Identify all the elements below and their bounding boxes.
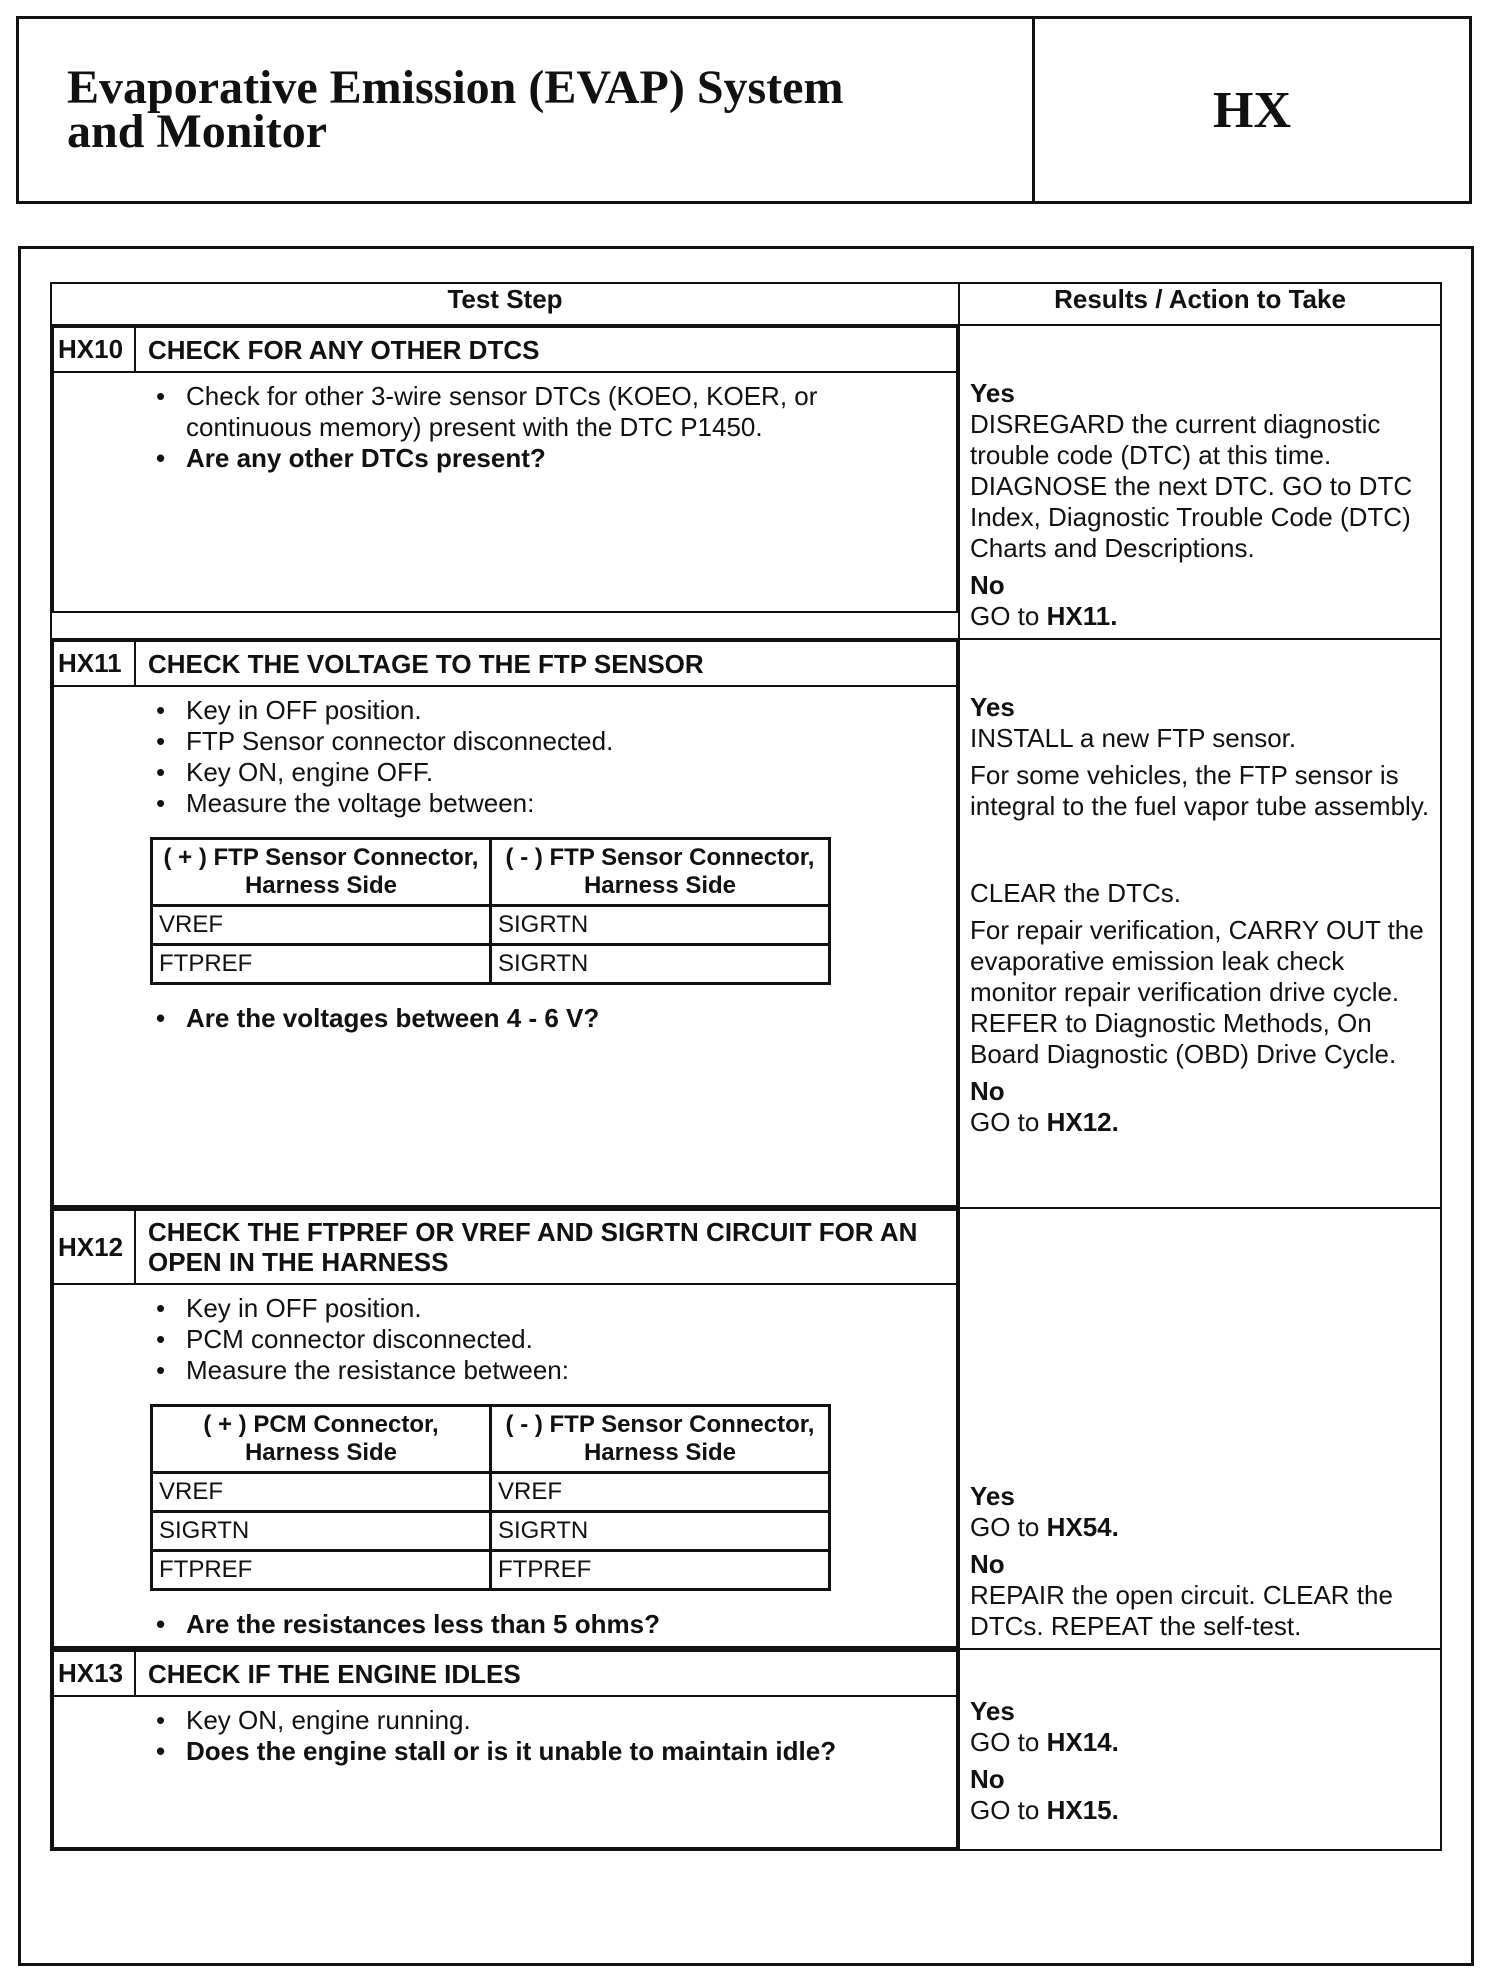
- page-title: [19, 19, 1035, 201]
- no-action: GO to: [970, 1107, 1040, 1137]
- cell: SIGRTN: [491, 1512, 830, 1551]
- cell: SIGRTN: [491, 945, 830, 984]
- bullet: • Measure the resistance between:: [150, 1355, 946, 1386]
- no-label: No: [970, 1549, 1005, 1579]
- no-target-link[interactable]: HX12.: [1046, 1107, 1119, 1137]
- cell: FTPREF: [152, 1551, 491, 1590]
- no-action: REPAIR the open circuit. CLEAR the DTCs. REPEAT the self-test.: [970, 1580, 1393, 1641]
- title-line-1: Evaporative Emission (EVAP) System: [67, 61, 844, 114]
- voltage-measure-table: [150, 837, 831, 985]
- step-id: HX12: [53, 1210, 135, 1284]
- no-label: No: [970, 1076, 1005, 1106]
- cell: FTPREF: [491, 1551, 830, 1590]
- step-hx11: [51, 639, 1441, 1208]
- step-id: HX11: [53, 641, 135, 686]
- test-step-header: Test Step: [51, 283, 959, 325]
- page-header: [16, 16, 1472, 204]
- step-hx10: [51, 325, 1441, 639]
- results-header: Results / Action to Take: [959, 283, 1441, 325]
- step-hx12: [51, 1208, 1441, 1649]
- bullet: • Check for other 3-wire sensor DTCs (KOEO, KOER, or continuous memory) present with the DTC P1450.: [150, 381, 946, 443]
- yes-action: GO to: [970, 1512, 1040, 1542]
- yes-action: GO to: [970, 1727, 1040, 1757]
- step-title: CHECK FOR ANY OTHER DTCS: [135, 327, 957, 372]
- no-label: No: [970, 570, 1005, 600]
- yes-note: For some vehicles, the FTP sensor is integral to the fuel vapor tube assembly.: [970, 760, 1430, 821]
- no-action: GO to: [970, 1795, 1040, 1825]
- step-title: CHECK THE FTPREF OR VREF AND SIGRTN CIRCUIT FOR AN OPEN IN THE HARNESS: [135, 1210, 957, 1284]
- step-question: • Are the voltages between 4 - 6 V?: [150, 1003, 946, 1034]
- no-target-link[interactable]: HX11.: [1046, 601, 1118, 631]
- step-hx13: [51, 1649, 1441, 1850]
- section-code: HX: [1213, 81, 1291, 139]
- no-label: No: [970, 1764, 1005, 1794]
- yes-target-link[interactable]: HX54.: [1046, 1512, 1119, 1542]
- diagnostic-table: [50, 282, 1442, 1851]
- cell: FTPREF: [152, 945, 491, 984]
- result-hx10: [959, 325, 1441, 639]
- cell: VREF: [152, 1473, 491, 1512]
- col-positive: ( + ) PCM Connector, Harness Side: [152, 1406, 491, 1473]
- bullet: • PCM connector disconnected.: [150, 1324, 946, 1355]
- step-title: CHECK IF THE ENGINE IDLES: [135, 1651, 957, 1696]
- yes-action: INSTALL a new FTP sensor.: [970, 723, 1297, 753]
- col-negative: ( - ) FTP Sensor Connector, Harness Side: [491, 839, 830, 906]
- col-positive: ( + ) FTP Sensor Connector, Harness Side: [152, 839, 491, 906]
- result-hx13: [959, 1649, 1441, 1850]
- yes-label: Yes: [970, 1481, 1015, 1511]
- no-target-link[interactable]: HX15.: [1046, 1795, 1119, 1825]
- cell: VREF: [152, 906, 491, 945]
- bullet: • Key ON, engine OFF.: [150, 757, 946, 788]
- result-hx12: [959, 1208, 1441, 1649]
- step-question: • Are any other DTCs present?: [150, 443, 946, 474]
- step-id: HX13: [53, 1651, 135, 1696]
- resistance-measure-table: [150, 1404, 831, 1591]
- yes-clear: CLEAR the DTCs.: [970, 878, 1181, 908]
- bullet: • Key in OFF position.: [150, 695, 946, 726]
- yes-label: Yes: [970, 378, 1015, 408]
- title-line-2: and Monitor: [67, 105, 328, 158]
- yes-label: Yes: [970, 692, 1015, 722]
- no-action: GO to: [970, 601, 1040, 631]
- result-hx11: [959, 639, 1441, 1208]
- yes-action: DISREGARD the current diagnostic trouble code (DTC) at this time. DIAGNOSE the next DTC. GO to DTC Index, Diagnostic Trouble Code (DTC) Charts and Descriptions.: [970, 409, 1413, 563]
- bullet: • Measure the voltage between:: [150, 788, 946, 819]
- step-question: • Are the resistances less than 5 ohms?: [150, 1609, 946, 1640]
- yes-verify: For repair verification, CARRY OUT the evaporative emission leak check monitor repair verification drive cycle. REFER to Diagnostic Methods, On Board Diagnostic (OBD) Drive Cycle.: [970, 915, 1424, 1069]
- bullet: • Key in OFF position.: [150, 1293, 946, 1324]
- cell: SIGRTN: [152, 1512, 491, 1551]
- yes-label: Yes: [970, 1696, 1015, 1726]
- cell: VREF: [491, 1473, 830, 1512]
- step-title: CHECK THE VOLTAGE TO THE FTP SENSOR: [135, 641, 957, 686]
- bullet: • Key ON, engine running.: [150, 1705, 946, 1736]
- col-negative: ( - ) FTP Sensor Connector, Harness Side: [491, 1406, 830, 1473]
- step-id: HX10: [53, 327, 135, 372]
- yes-target-link[interactable]: HX14.: [1046, 1727, 1119, 1757]
- bullet: • FTP Sensor connector disconnected.: [150, 726, 946, 757]
- cell: SIGRTN: [491, 906, 830, 945]
- step-question: • Does the engine stall or is it unable to maintain idle?: [150, 1736, 946, 1767]
